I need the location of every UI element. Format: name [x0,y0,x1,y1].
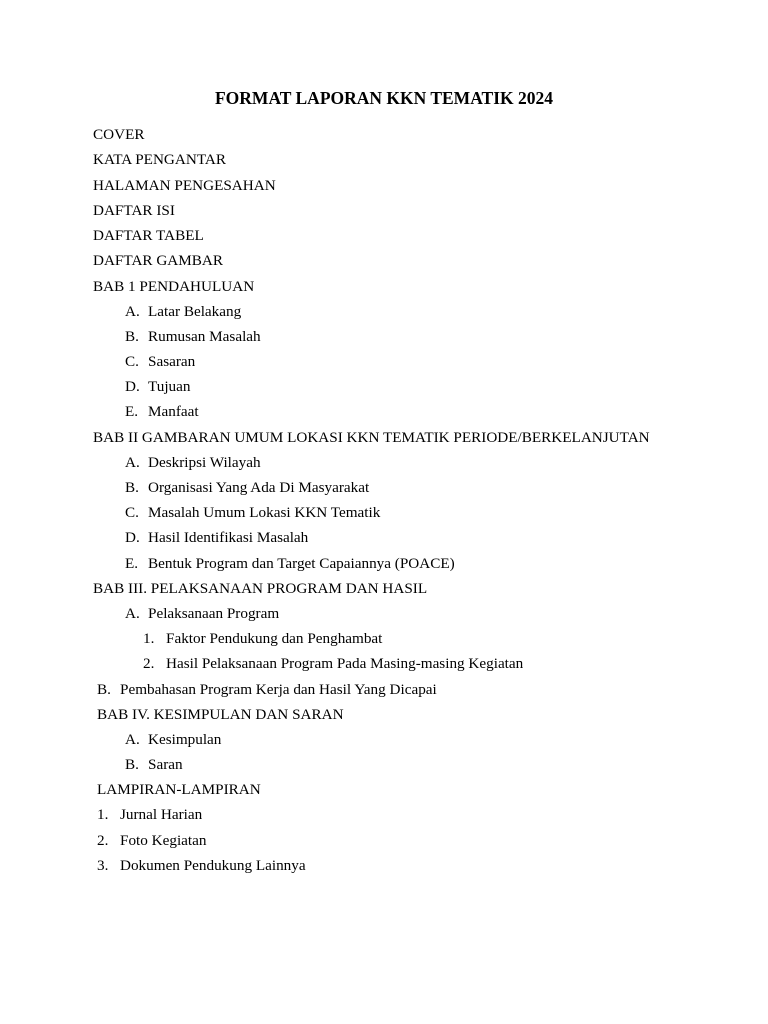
front-matter-daftar-gambar: DAFTAR GAMBAR [93,252,224,269]
bab1-item [125,402,199,422]
list-text: Foto Kegiatan [120,832,207,849]
list-marker: 3. [97,857,109,874]
list-text: Pelaksanaan Program [148,605,280,622]
bab3-heading: BAB III. PELAKSANAAN PROGRAM DAN HASIL [93,580,428,597]
list-text: Tujuan [148,378,191,395]
bab3-item-b [97,680,437,700]
front-matter-halaman-pengesahan: HALAMAN PENGESAHAN [93,177,276,194]
list-text: Pembahasan Program Kerja dan Hasil Yang Dicapai [120,681,437,698]
list-text: Rumusan Masalah [148,328,261,345]
bab1-heading: BAB 1 PENDAHULUAN [93,278,255,295]
list-marker: B. [125,756,139,773]
list-text: Organisasi Yang Ada Di Masyarakat [148,479,370,496]
list-text: Kesimpulan [148,731,222,748]
bab2-item [125,528,308,548]
bab1-item [125,327,261,347]
lampiran-heading: LAMPIRAN-LAMPIRAN [97,781,261,798]
list-marker: C. [125,504,139,521]
list-text: Bentuk Program dan Target Capaiannya (POACE) [148,555,455,572]
bab2-item [125,478,369,498]
list-text: Hasil Pelaksanaan Program Pada Masing-masing Kegiatan [166,655,524,672]
list-text: Deskripsi Wilayah [148,454,261,471]
lampiran-item [97,856,306,876]
bab4-heading: BAB IV. KESIMPULAN DAN SARAN [97,706,344,723]
bab4-item [125,755,183,775]
lampiran-item [97,831,206,851]
list-text: Dokumen Pendukung Lainnya [120,857,306,874]
list-marker: 1. [97,806,109,823]
list-text: Jurnal Harian [120,806,203,823]
list-marker: A. [125,454,140,471]
bab3-subitem [143,629,382,649]
list-marker: 2. [97,832,109,849]
list-text: Sasaran [148,353,196,370]
list-marker: E. [125,555,139,572]
bab1-item [125,302,241,322]
list-marker: A. [125,605,140,622]
list-marker: B. [125,479,139,496]
front-matter-daftar-tabel: DAFTAR TABEL [93,227,204,244]
list-text: Hasil Identifikasi Masalah [148,529,309,546]
list-marker: B. [97,681,111,698]
bab2-item [125,554,455,574]
list-marker: 1. [143,630,155,647]
list-marker: E. [125,403,139,420]
front-matter-daftar-isi: DAFTAR ISI [93,202,175,219]
front-matter-cover: COVER [93,126,145,143]
front-matter-kata-pengantar: KATA PENGANTAR [93,151,226,168]
list-marker: B. [125,328,139,345]
list-marker: A. [125,303,140,320]
bab4-item [125,730,221,750]
document-title: FORMAT LAPORAN KKN TEMATIK 2024 [214,88,554,108]
bab2-heading: BAB II GAMBARAN UMUM LOKASI KKN TEMATIK PERIODE/BERKELANJUTAN [93,429,650,446]
list-text: Latar Belakang [148,303,242,320]
list-marker: C. [125,353,139,370]
list-text: Masalah Umum Lokasi KKN Tematik [148,504,381,521]
bab1-item [125,352,195,372]
list-marker: D. [125,529,140,546]
bab2-item [125,503,380,523]
list-marker: D. [125,378,140,395]
list-text: Faktor Pendukung dan Penghambat [166,630,383,647]
lampiran-item [97,805,202,825]
bab1-item [125,377,191,397]
list-text: Manfaat [148,403,199,420]
list-text: Saran [148,756,183,773]
bab3-item-a [125,604,279,624]
bab3-subitem [143,654,523,674]
bab2-item [125,453,261,473]
list-marker: A. [125,731,140,748]
list-marker: 2. [143,655,155,672]
